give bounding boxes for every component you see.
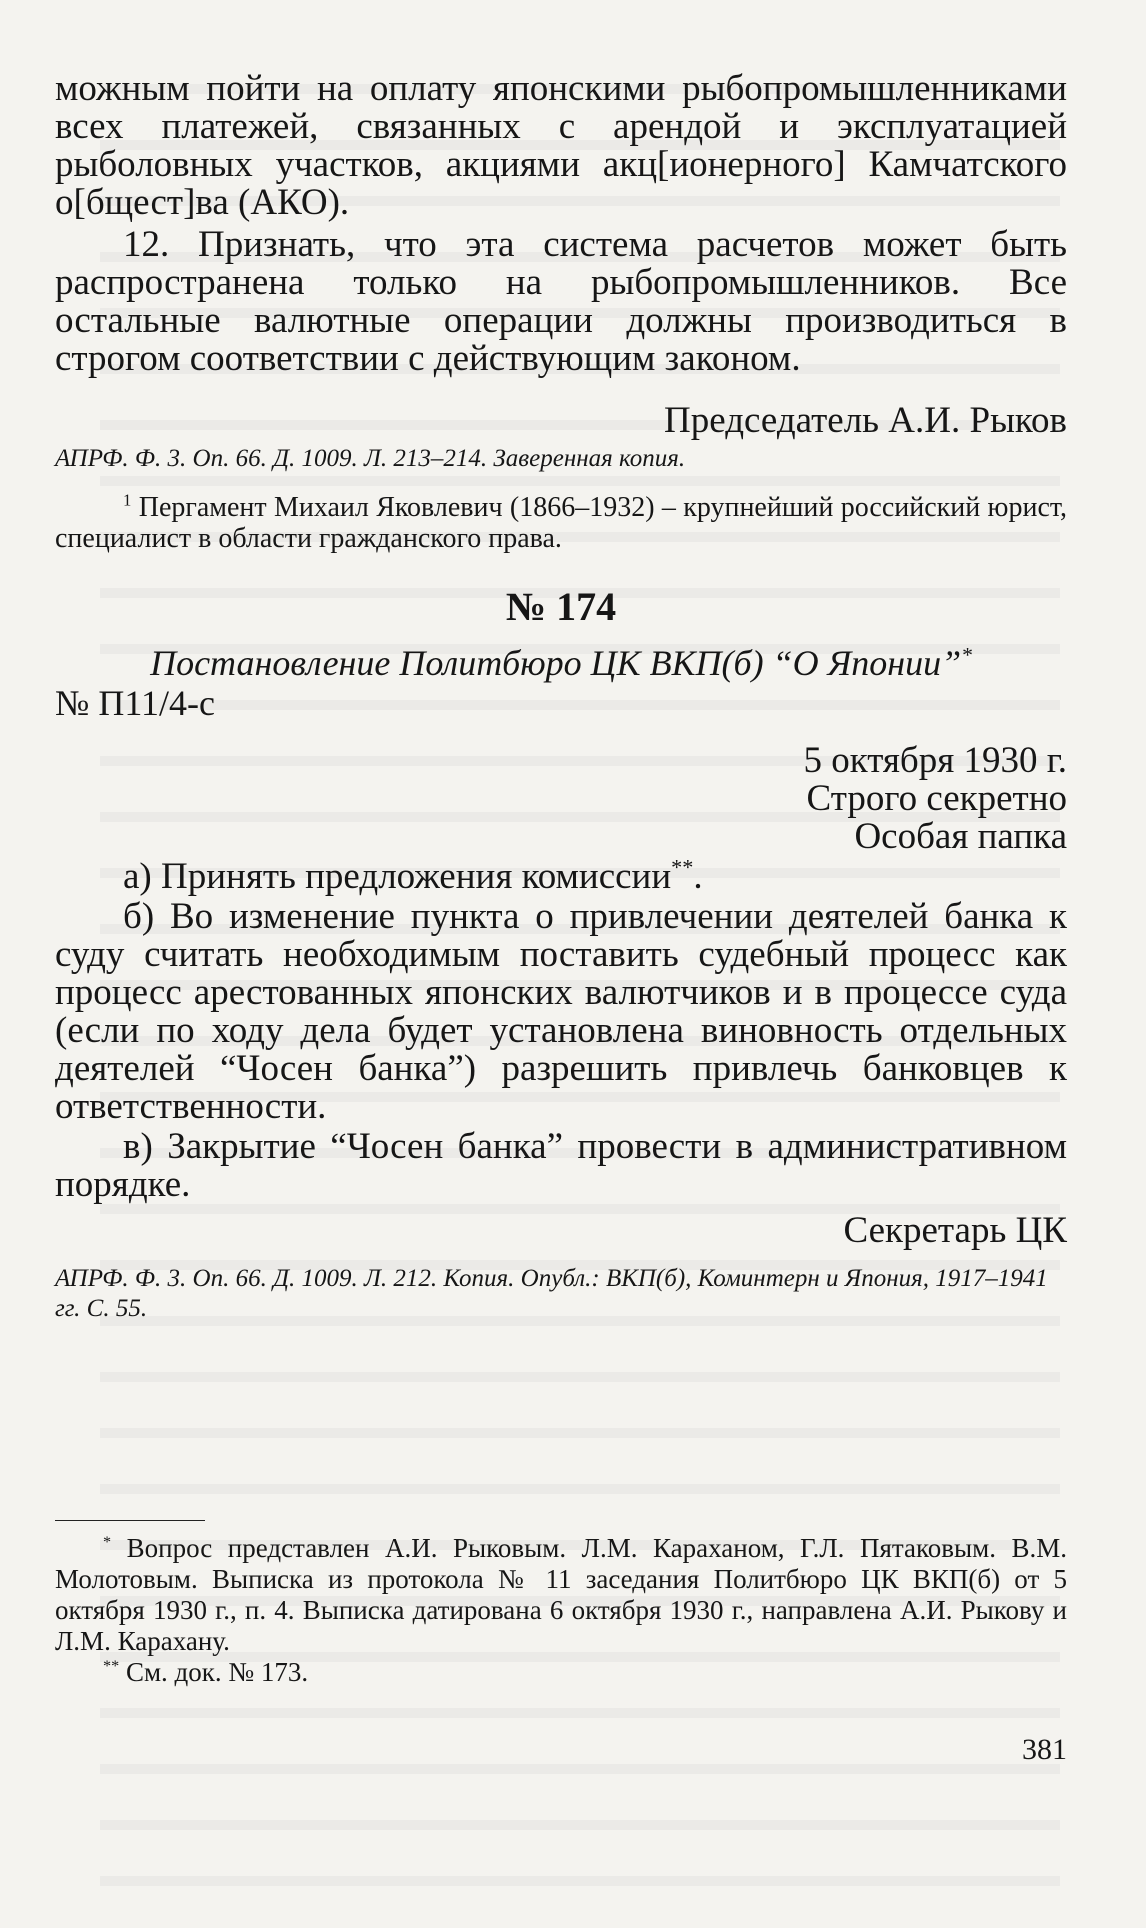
footnote-question [55, 1533, 1067, 1657]
point-12-paragraph: 12. Признать, что эта система расчетов может быть распространена только на рыбопромышленников. Все остальные валютные операции должны производиться в строгом соответствии с действующим законом. [55, 224, 1067, 379]
classification-label: Строго секретно [806, 778, 1067, 819]
point-a-marker: ** [671, 854, 694, 880]
point-a-paragraph [55, 854, 1067, 897]
signature-secretary: Секретарь ЦК [843, 1210, 1067, 1251]
footnote-text: Пергамент Михаил Яковлевич (1866–1932) – крупнейший российский юрист, специалист в области гражданского права. [55, 492, 1067, 554]
registration-number: № П11/4-с [55, 683, 215, 723]
footnote-divider [55, 1520, 205, 1521]
document-number: № 174 [505, 584, 617, 629]
continuation-paragraph: можным пойти на оплату японскими рыбопромышленниками всех платежей, связанных с арендой и эксплуатацией рыболовных участков, акциями акц[ионерного] Камчатского о[бщест]ва (АКО). [55, 68, 1067, 223]
special-folder-label: Особая папка [854, 816, 1067, 857]
document-title-marker: * [961, 643, 972, 667]
footnote-star-marker: * [103, 1533, 112, 1551]
point-c-paragraph: в) Закрытие “Чосен банка” провести в административном порядке. [55, 1126, 1067, 1205]
signature-chairman: Председатель А.И. Рыков [664, 400, 1067, 441]
footnote-double-star-marker: ** [103, 1657, 120, 1675]
archive-reference-2: АПРФ. Ф. 3. Оп. 66. Д. 1009. Л. 212. Копия. Опубл.: ВКП(б), Коминтерн и Япония, 1917–1941 гг. С. 55. [55, 1265, 1048, 1322]
document-title [55, 644, 1067, 682]
point-a-end: . [693, 856, 703, 897]
footnote-see-doc-text: См. док. № 173. [125, 1657, 309, 1687]
page-number: 381 [1022, 1733, 1067, 1766]
point-b-paragraph: б) Во изменение пункта о привлечении деятелей банка к суду считать необходимым поставить судебный процесс как процесс арестованных японских валютчиков и в процессе суда (если по ходу дела будет установлена виновность отдельных деятелей “Чосен банка”) разрешить привлечь банковцев к ответственности. [55, 896, 1067, 1127]
page-content [55, 70, 1067, 1688]
footnote-pergament [55, 492, 1067, 554]
document-date: 5 октября 1930 г. [803, 740, 1067, 781]
footnote-marker: 1 [123, 490, 132, 510]
footnote-see-doc [55, 1657, 1067, 1688]
document-title-text: Постановление Политбюро ЦК ВКП(б) “О Японии” [150, 643, 962, 683]
archive-reference-1: АПРФ. Ф. 3. Оп. 66. Д. 1009. Л. 213–214. Заверенная копия. [55, 445, 686, 472]
footnote-question-text: Вопрос представлен А.И. Рыковым. Л.М. Караханом, Г.Л. Пятаковым. В.М. Молотовым. Выписка из протокола № 11 заседания Политбюро ЦК ВКП(б) от 5 октября 1930 г., п. 4. Выписка датирована 6 октября 1930 г., направлена А.И. Рыкову и Л.М. Карахану. [55, 1533, 1068, 1656]
point-a-text: а) Принять предложения комиссии [123, 856, 672, 897]
